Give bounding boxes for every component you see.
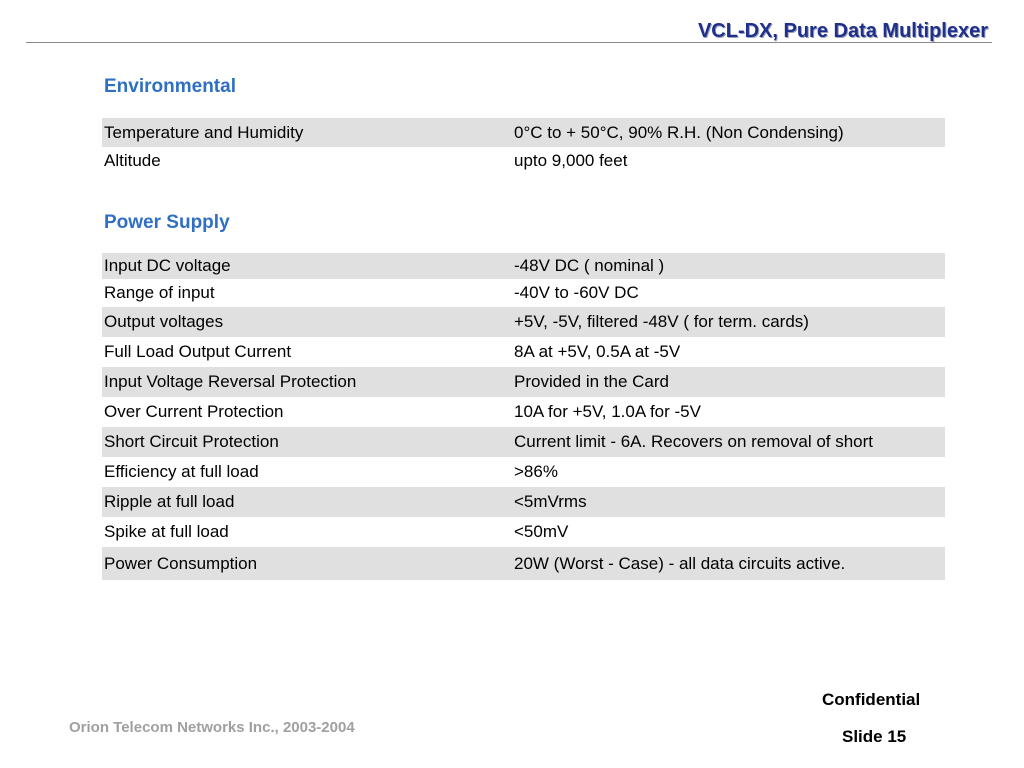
value-cell: -48V DC ( nominal )	[512, 253, 945, 279]
parameter-cell: Short Circuit Protection	[102, 427, 512, 457]
table-row	[102, 517, 945, 547]
table-row	[102, 547, 945, 580]
power-supply-table	[102, 253, 945, 580]
parameter-cell: Efficiency at full load	[104, 462, 259, 481]
table-row	[102, 457, 945, 487]
parameter-cell: Altitude	[104, 150, 161, 170]
table-row	[102, 279, 945, 307]
parameter-cell: Temperature and Humidity	[102, 118, 512, 147]
parameter-cell: Range of input	[104, 283, 215, 302]
value-cell: -40V to -60V DC	[514, 283, 639, 302]
parameter-cell: Power Consumption	[102, 547, 512, 580]
value-cell: 10A for +5V, 1.0A for -5V	[514, 402, 701, 421]
table-row	[102, 337, 945, 367]
confidential-label: Confidential	[822, 690, 921, 709]
value-cell: <5mVrms	[512, 487, 945, 517]
power-supply-heading: Power Supply	[104, 212, 230, 233]
environmental-heading: Environmental	[104, 76, 236, 97]
table-row	[102, 487, 945, 517]
parameter-cell: Spike at full load	[104, 522, 229, 541]
value-cell: <50mV	[514, 522, 569, 541]
value-cell: >86%	[514, 462, 558, 481]
table-row	[102, 397, 945, 427]
value-cell: Provided in the Card	[512, 367, 945, 397]
parameter-cell: Ripple at full load	[102, 487, 512, 517]
environmental-table	[102, 118, 945, 174]
table-row	[102, 147, 945, 174]
parameter-cell: Full Load Output Current	[104, 342, 292, 361]
table-row	[102, 118, 945, 147]
parameter-cell: Input DC voltage	[102, 253, 512, 279]
table-row	[102, 367, 945, 397]
value-cell: 8A at +5V, 0.5A at -5V	[514, 342, 681, 361]
parameter-cell: Over Current Protection	[104, 402, 284, 421]
parameter-cell: Input Voltage Reversal Protection	[102, 367, 512, 397]
value-cell: upto 9,000 feet	[514, 150, 628, 170]
table-row	[102, 307, 945, 337]
parameter-cell: Output voltages	[102, 307, 512, 337]
table-row	[102, 427, 945, 457]
table-row	[102, 253, 945, 279]
company-copyright: Orion Telecom Networks Inc., 2003-2004	[69, 719, 355, 736]
slide-number: Slide 15	[842, 727, 907, 746]
value-cell: Current limit - 6A. Recovers on removal of short	[512, 427, 945, 457]
value-cell: 0°C to + 50°C, 90% R.H. (Non Condensing)	[512, 118, 945, 147]
value-cell: 20W (Worst - Case) - all data circuits active.	[512, 547, 945, 580]
slide-title: VCL-DX, Pure Data Multiplexer	[697, 20, 988, 42]
value-cell: +5V, -5V, filtered -48V ( for term. cards)	[512, 307, 945, 337]
title-divider	[26, 42, 992, 43]
